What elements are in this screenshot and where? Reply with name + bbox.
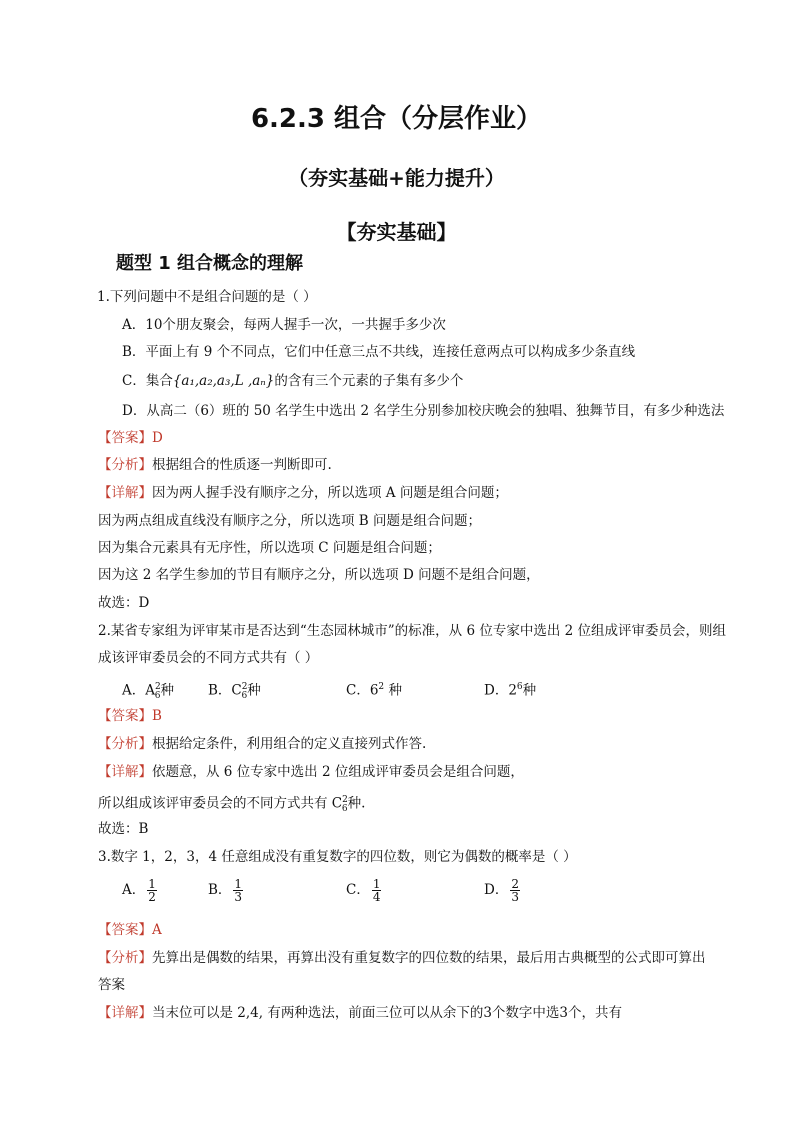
q2-analysis-row: [98, 735, 426, 753]
q1-option-b: B．平面上有 9 个不同点，它们中任意三点不共线，连接任意两点可以构成多少条直线: [122, 344, 636, 360]
q3-option-c-fraction: $\frac{1}{4}$: [372, 877, 381, 904]
q2-answer: B: [152, 708, 162, 724]
q2-option-d: D．$2^6$种: [484, 682, 537, 699]
q2-option-a-tail: 种: [160, 682, 174, 699]
page-subtitle: （夯实基础+能力提升）: [288, 166, 505, 190]
q2-option-c-tail: 种: [388, 682, 402, 699]
q3-option-d-fraction: $\frac{2}{3}$: [511, 877, 519, 904]
page-title: 6.2.3 组合（分层作业）: [250, 104, 543, 134]
q2-option-d-label: D．2: [484, 682, 517, 699]
q1-detail-2: 因为两点组成直线没有顺序之分，所以选项 B 问题是组合问题；: [98, 513, 482, 529]
q2-detail-2-post: 种.: [347, 795, 366, 812]
q3-option-a-label: A．: [122, 882, 146, 898]
q1-answer: D: [152, 430, 163, 446]
q3-option-b: [208, 878, 245, 903]
q1-option-c-tail: 的含有三个元素的子集有多少个: [274, 373, 464, 389]
q1-conclude: 故选：D: [98, 595, 150, 611]
detail-tag: 【详解】: [98, 485, 152, 501]
q2-analysis: 根据给定条件，利用组合的定义直接列式作答.: [152, 736, 427, 752]
q3-option-d-label: D．: [484, 882, 509, 898]
q2-detail-1: 依题意，从 6 位专家中选出 2 位组成评审委员会是组合问题，: [152, 764, 524, 780]
question-type-heading: 题型 1 组合概念的理解: [116, 253, 304, 274]
q2-option-a: A．$A^2_6$种: [122, 682, 174, 702]
q3-option-c-label: C．: [346, 882, 370, 898]
q1-detail-row: [98, 484, 508, 502]
q2-option-b: B．$C^2_6$种: [208, 682, 261, 702]
q1-option-c-set: {a₁,a₂,a₃,L ,aₙ}: [172, 373, 275, 389]
q2-stem-2: 成该评审委员会的不同方式共有（ ）: [98, 650, 319, 666]
q2-detail-2: 所以组成该评审委员会的不同方式共有 $C^2_6$种.: [98, 795, 366, 815]
q1-answer-row: [98, 429, 163, 447]
q3-answer-row: [98, 921, 162, 939]
q2-conclude: 故选：B: [98, 821, 149, 837]
q2-option-a-label: A．A: [122, 682, 155, 699]
q2-answer-row: [98, 707, 162, 725]
analysis-tag: 【分析】: [98, 736, 152, 752]
q1-detail-3: 因为集合元素具有无序性，所以选项 C 问题是组合问题；: [98, 540, 441, 556]
q2-option-c: C．$6^2$ 种: [346, 682, 402, 699]
q3-analysis-2: 答案: [98, 977, 125, 993]
q1-option-c-label: C．集合: [122, 373, 173, 389]
q1-option-c: [122, 372, 463, 390]
q2-option-c-label: C．6: [346, 682, 379, 699]
q2-option-b-label: B．C: [208, 682, 242, 699]
q1-detail-1: 因为两人握手没有顺序之分，所以选项 A 问题是组合问题；: [152, 485, 508, 501]
detail-tag: 【详解】: [98, 1005, 152, 1021]
q3-option-b-label: B．: [208, 882, 232, 898]
detail-tag: 【详解】: [98, 764, 152, 780]
q2-stem-1: 2.某省专家组为评审某市是否达到“生态园林城市”的标准，从 6 位专家中选出 2 位组成评审委员会，则组: [98, 623, 727, 639]
q1-analysis-row: [98, 456, 332, 474]
q3-option-a-fraction: $\frac{1}{2}$: [148, 877, 156, 904]
q3-detail-1: 当末位可以是 2,4, 有两种选法，前面三位可以从余下的3个数字中选3个，共有: [152, 1005, 623, 1021]
section-heading: 【夯实基础】: [336, 220, 457, 244]
q3-option-c: [346, 878, 383, 903]
answer-tag: 【答案】: [98, 430, 152, 446]
q2-option-d-tail: 种: [522, 682, 537, 699]
q3-analysis-1: 先算出是偶数的结果，再算出没有重复数字的四位数的结果，最后用古典概型的公式即可算出: [152, 950, 706, 966]
q3-stem: 3.数字 1，2，3，4 任意组成没有重复数字的四位数，则它为偶数的概率是（ ）: [98, 849, 577, 865]
q3-answer: A: [152, 922, 162, 938]
answer-tag: 【答案】: [98, 922, 152, 938]
q2-detail-2-pre: 所以组成该评审委员会的不同方式共有 C: [98, 795, 343, 812]
q2-option-b-tail: 种: [247, 682, 261, 699]
q3-option-d: [484, 878, 522, 903]
q3-detail-row: [98, 1004, 622, 1022]
q2-detail-row: [98, 763, 524, 781]
q3-option-a: [122, 878, 159, 903]
q3-option-b-fraction: $\frac{1}{3}$: [234, 877, 243, 904]
q1-option-a: A．10个朋友聚会，每两人握手一次，一共握手多少次: [122, 317, 446, 333]
answer-tag: 【答案】: [98, 708, 152, 724]
q1-analysis: 根据组合的性质逐一判断即可.: [152, 457, 332, 473]
q1-detail-4: 因为这 2 名学生参加的节目有顺序之分，所以选项 D 问题不是组合问题，: [98, 567, 540, 583]
analysis-tag: 【分析】: [98, 950, 152, 966]
q1-stem: 1.下列问题中不是组合问题的是（ ）: [97, 289, 317, 305]
q1-option-d: D．从高二（6）班的 50 名学生中选出 2 名学生分别参加校庆晚会的独唱、独舞节目，有多少种选法: [122, 403, 725, 419]
q3-analysis-row: [98, 949, 706, 967]
analysis-tag: 【分析】: [98, 457, 152, 473]
